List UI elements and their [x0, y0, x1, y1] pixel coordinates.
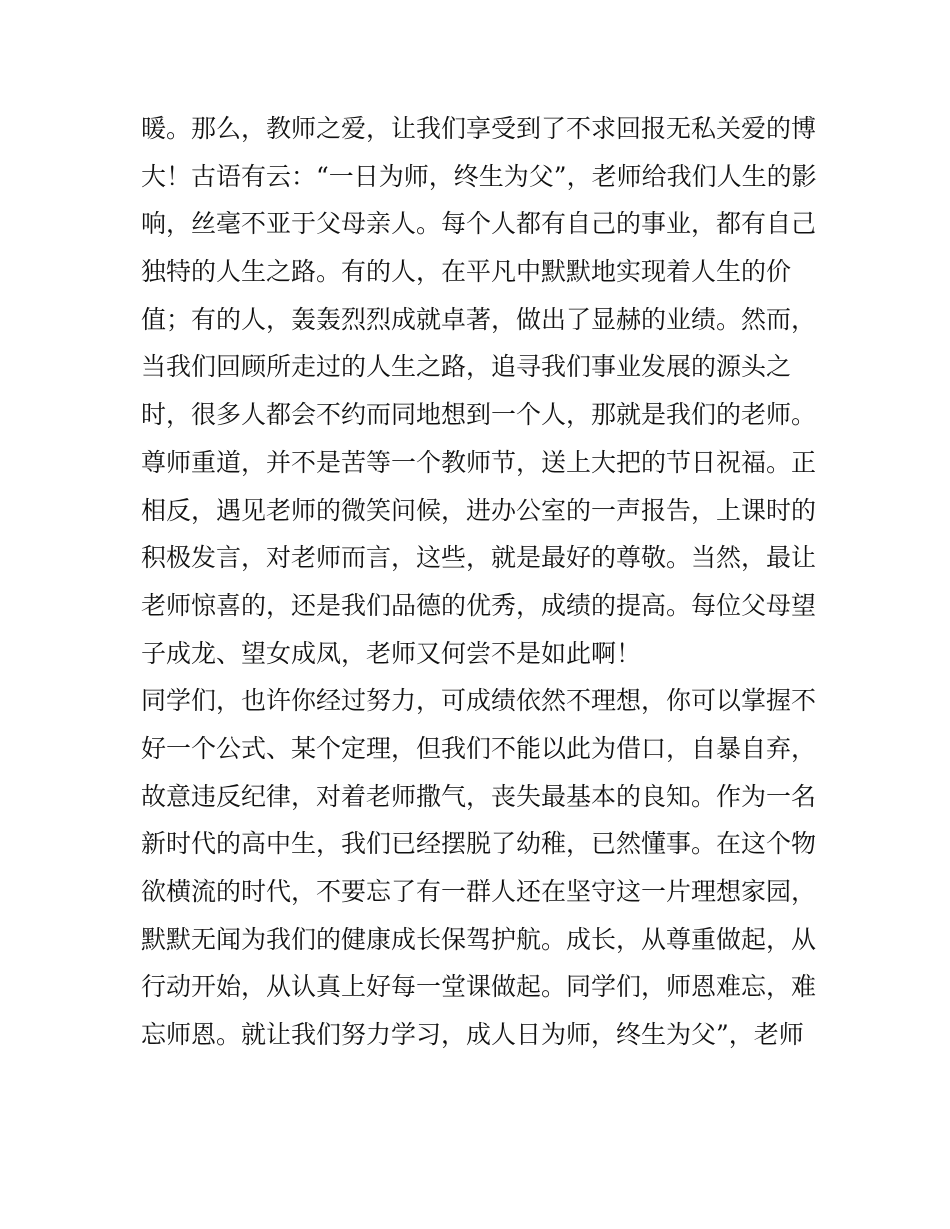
text-line: 大！古语有云：“一日为师，终生为父”，老师给我们人生的影 [141, 161, 817, 191]
text-line: 欲横流的时代，不要忘了有一群人还在坚守这一片理想家园， [141, 877, 817, 906]
text-line: 响，丝毫不亚于父母亲人。每个人都有自己的事业，都有自己 [141, 209, 817, 239]
text-line: 默默无闻为我们的健康成长保驾护航。成长，从尊重做起，从 [141, 924, 817, 954]
body-text [141, 105, 821, 1059]
text-line: 尊师重道，并不是苦等一个教师节，送上大把的节日祝福。正 [141, 447, 817, 477]
text-line: 同学们，也许你经过努力，可成绩依然不理想，你可以掌握不 [141, 686, 817, 716]
text-line: 老师惊喜的，还是我们品德的优秀，成绩的提高。每位父母望 [141, 590, 817, 620]
text-line: 行动开始，从认真上好每一堂课做起。同学们，师恩难忘，难 [141, 972, 817, 1002]
text-line: 积极发言，对老师而言，这些，就是最好的尊敬。当然，最让 [141, 543, 817, 573]
text-line: 值；有的人，轰轰烈烈成就卓著，做出了显赫的业绩。然而， [141, 304, 817, 334]
text-line: 当我们回顾所走过的人生之路，追寻我们事业发展的源头之 [141, 352, 792, 382]
text-line: 时，很多人都会不约而同地想到一个人，那就是我们的老师。 [141, 400, 817, 430]
text-line: 忘师恩。就让我们努力学习，成人日为师，终生为父”，老师 [141, 1020, 804, 1050]
text-line: 好一个公式、某个定理，但我们不能以此为借口，自暴自弃， [141, 733, 817, 763]
text-line: 暖。那么，教师之爱，让我们享受到了不求回报无私关爱的博 [141, 114, 817, 143]
text-line: 故意违反纪律，对着老师撒气，丧失最基本的良知。作为一名 [141, 781, 817, 811]
text-line: 相反，遇见老师的微笑问候，进办公室的一声报告，上课时的 [141, 495, 817, 525]
text-line: 子成龙、望女成凤，老师又何尝不是如此啊！ [141, 638, 642, 668]
text-line: 独特的人生之路。有的人，在平凡中默默地实现着人生的价 [141, 257, 792, 287]
text-line: 新时代的高中生，我们已经摆脱了幼稚，已然懂事。在这个物 [141, 829, 817, 859]
